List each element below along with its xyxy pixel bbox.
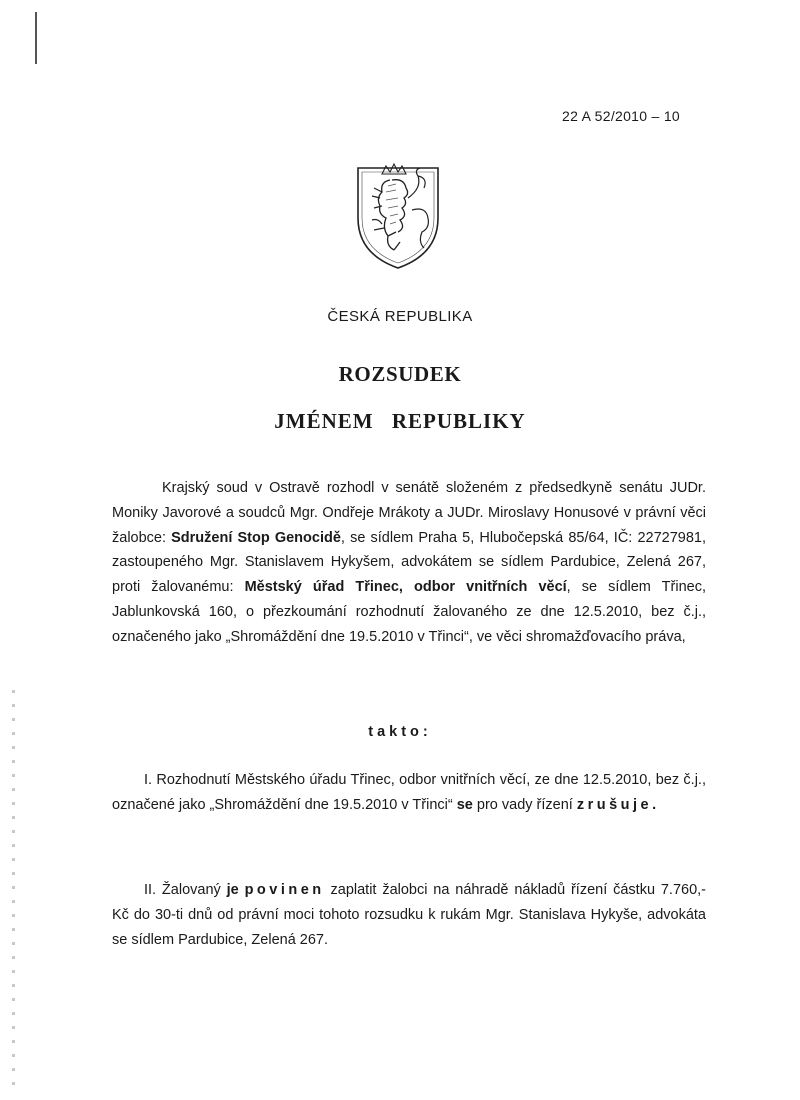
verdict1-text-2: pro vady řízení [472, 796, 577, 813]
verdict1-text-1: I. Rozhodnutí Městského úřadu Třinec, odbor vnitřních věcí, ze dne 12.5.2010, bez č.j., označené jako „Shromáždění dne 19.5.2010 v Třinci“ [112, 772, 706, 813]
plaintiff-name: Sdružení Stop Genocidě [171, 529, 341, 546]
country-heading: ČESKÁ REPUBLIKA [327, 308, 473, 325]
verdict-paragraph-1 [112, 768, 706, 818]
verdict-paragraph-2 [112, 878, 706, 952]
takto-heading: takto: [368, 724, 432, 740]
scan-edge-mark [35, 12, 37, 64]
subtitle-word: JMÉNEM [274, 409, 374, 433]
intro-text-1: Krajský soud v Ostravě rozhodl v senátě složeném z předsedkyně senátu JUDr. Moniky Javorové a soudců Mgr. Ondřeje Mrákoty a JUDr. Miroslavy Honusové v právní věci žalobce: [112, 480, 706, 546]
coat-of-arms-icon [352, 158, 444, 270]
verdict2-bold-povinen: povinen [244, 882, 325, 898]
intro-text-3: , se sídlem Třinec, Jablunkovská 160, o přezkoumání rozhodnutí žalovaného ze dne 12.5.2010, bez č.j., označeného jako „Shromáždění dne 19.5.2010 v Třinci“, ve věci shromažďovacího práva, [112, 579, 706, 645]
subtitle-word: REPUBLIKY [391, 409, 526, 433]
intro-paragraph [112, 476, 706, 650]
case-reference-number: 22 A 52/2010 – 10 [562, 108, 680, 124]
verdict1-bold-zrusuje: zrušuje. [576, 796, 660, 813]
document-title: ROZSUDEK [338, 362, 462, 386]
scan-edge-dots [12, 690, 15, 1090]
defendant-name: Městský úřad Třinec, odbor vnitřních věcí [244, 579, 567, 596]
verdict2-bold-je: je [226, 882, 239, 898]
document-subtitle [0, 409, 800, 434]
intro-text-2: , se sídlem Praha 5, Hlubočepská 85/64, IČ: 22727981, zastoupeného Mgr. Stanislavem Hykyšem, advokátem se sídlem Pardubice, Zelená 267, proti žalovanému: [112, 529, 706, 596]
verdict1-bold-se: se [456, 796, 473, 813]
verdict2-text-1: II. Žalovaný [144, 882, 227, 898]
verdict2-text-3: zaplatit žalobci na náhradě nákladů řízení částku 7.760,- Kč do 30-ti dnů od právní moci tohoto rozsudku k rukám Mgr. Stanislava Hykyše, advokáta se sídlem Pardubice, Zelená 267. [112, 882, 706, 948]
